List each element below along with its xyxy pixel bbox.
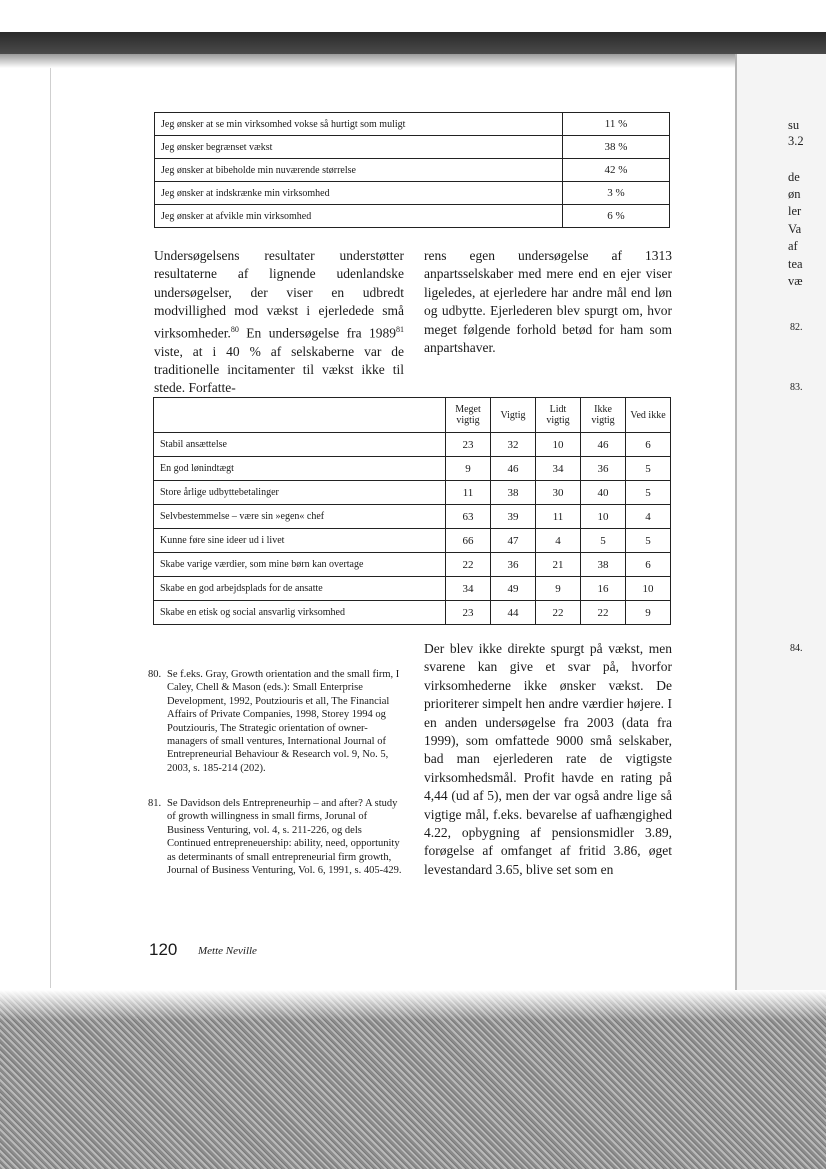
cell: 5 [626,481,671,505]
table-row [154,577,671,601]
scan-shadow-top [0,32,826,54]
table-row [155,136,670,159]
scan-shadow-fade [0,54,826,68]
cell: 36 [491,553,536,577]
cell: 5 [626,529,671,553]
facing-page-fragment: øn [788,187,801,201]
cell: 11 [446,481,491,505]
table-row [154,553,671,577]
table-header-row [154,398,671,433]
paragraph-text: En undersøgelse fra 1989 [238,325,396,341]
cell: 22 [536,601,581,625]
cell: 4 [536,529,581,553]
row-label: Jeg ønsker at indskrænke min virksomhed [155,182,563,205]
footnote-81 [148,797,404,877]
cell: 63 [446,505,491,529]
cell: 47 [491,529,536,553]
row-percent: 42 % [563,159,670,182]
row-label: Skabe varige værdier, som mine børn kan overtage [154,553,446,577]
facing-page-fragment: 3.2 [788,134,804,148]
cell: 46 [491,457,536,481]
facing-page-fragment: Va [788,222,802,236]
column-header: Ikke vigtig [581,398,626,433]
page-fold-edge [735,54,737,994]
page-number: 120 [149,940,178,959]
cell: 16 [581,577,626,601]
page-left-edge [50,68,51,988]
row-label: Stabil ansættelse [154,433,446,457]
facing-page-fragment: 82. [790,322,803,333]
column-header: Vigtig [491,398,536,433]
row-label: Jeg ønsker at bibeholde min nuværende størrelse [155,159,563,182]
footnote-ref: 80 [230,324,239,334]
facing-page-fragment: af [788,239,798,253]
footnote-text: Se f.eks. Gray, Growth orientation and the small firm, I Caley, Chell & Mason (eds.): Small Enterprise Development, 1992, Poutziouris et all, The Financial Affairs of Private Companies, 1998, Storey 1994 og Poutziouris, The Strategic orientation of owner-managers of small ventures, International Journal of Entrepreneurial Behaviour & Research vol. 9, No. 5, 2003, s. 185-214 (202). [167,669,400,774]
facing-page-fragment: 84. [790,643,803,654]
table-row [154,481,671,505]
row-label: En god lønindtægt [154,457,446,481]
cell: 10 [626,577,671,601]
table-row [155,182,670,205]
table-row [154,433,671,457]
running-author: Mette Neville [198,945,257,957]
table-row [155,113,670,136]
footnote-text: Se Davidson dels Entrepreneurhip – and after? A study of growth willingness in small firms, Jorunal of Business Venturing, vol. 4, s. 211-226, og dels Continued entrepreneuership: ability, need, opportunity as determinants of small entrepreneurial firm growth, Journal of Business Venturing, Vol. 6, 1991, s. 405-429. [167,798,402,877]
column-header: Lidt vigtig [536,398,581,433]
cell: 10 [536,433,581,457]
body-text-left [154,247,404,398]
table-row [154,529,671,553]
cell: 39 [491,505,536,529]
cell: 23 [446,601,491,625]
cell: 6 [626,433,671,457]
cell: 11 [536,505,581,529]
cell: 10 [581,505,626,529]
row-label: Skabe en etisk og social ansvarlig virksomhed [154,601,446,625]
cell: 44 [491,601,536,625]
cell: 40 [581,481,626,505]
scan-shadow-bottom [0,990,826,1169]
table-row [155,205,670,228]
cell: 5 [626,457,671,481]
cell: 49 [491,577,536,601]
footnote-number: 80. [148,669,162,680]
header-blank [154,398,446,433]
cell: 32 [491,433,536,457]
row-label: Selvbestemmelse – være sin »egen« chef [154,505,446,529]
cell: 34 [446,577,491,601]
growth-preference-table [154,112,670,228]
cell: 21 [536,553,581,577]
paragraph-text: Undersøgelsens resultater understøtter resultaterne af lignende udenlandske undersøgelser, der viser en udbredt modvillighed mod vækst i ejerledede små virksomheder. [154,248,404,341]
row-label: Jeg ønsker begrænset vækst [155,136,563,159]
footnote-80 [148,668,404,775]
column-header: Ved ikke [626,398,671,433]
facing-page-fragment: su [788,118,800,132]
cell: 66 [446,529,491,553]
facing-page-fragment: væ [788,274,803,288]
cell: 9 [446,457,491,481]
facing-page-fragment: tea [788,257,803,271]
cell: 46 [581,433,626,457]
cell: 36 [581,457,626,481]
row-percent: 6 % [563,205,670,228]
row-percent: 11 % [563,113,670,136]
cell: 23 [446,433,491,457]
cell: 22 [581,601,626,625]
row-percent: 38 % [563,136,670,159]
row-label: Jeg ønsker at afvikle min virksomhed [155,205,563,228]
table-row [154,457,671,481]
row-percent: 3 % [563,182,670,205]
body-text-lower-right: Der blev ikke direkte spurgt på vækst, men svarene kan give et svar på, hvorfor virksomhederne ikke ønsker vækst. De prioriterer simpelt hen andre værdier højere. I en anden undersøgelse fra 2003 (data fra 1999), som omfattede 9000 små selskaber, bad man ejerlederen rate de vigtigste virksomhedsmål. Profit havde en rating på 4,44 (ud af 5), men der var også andre lige så vigtige mål, f.eks. bevarelse af uafhængighed 4.22, opbygning af pensionsmidler 3.89, forøgelse af omfanget af fritid 3.86, øget levestandard 3.65, blive set som en [424,641,672,877]
facing-page [737,54,826,994]
row-label: Kunne føre sine ideer ud i livet [154,529,446,553]
table-row [155,159,670,182]
footnote-ref: 81 [396,324,404,334]
facing-page-fragment: de [788,170,800,184]
table-row [154,601,671,625]
cell: 4 [626,505,671,529]
cell: 6 [626,553,671,577]
row-label: Store årlige udbyttebetalinger [154,481,446,505]
cell: 9 [536,577,581,601]
body-text-right: rens egen undersøgelse af 1313 anpartsselskaber med mere end en ejer viser ligeledes, at ejerledere har andre mål end løn og udbytte. Ejerlederen blev spurgt om, hvor meget følgende forhold betød for ham som anpartshaver. [424,248,672,356]
cell: 22 [446,553,491,577]
facing-page-fragment: 83. [790,382,803,393]
paragraph-text: viste, at i 40 % af selskaberne var de traditionelle incitamenter til vækst ikke til stede. Forfatte- [154,343,404,396]
cell: 38 [581,553,626,577]
table-row [154,505,671,529]
column-header: Meget vigtig [446,398,491,433]
facing-page-fragment: ler [788,204,802,218]
row-label: Skabe en god arbejdsplads for de ansatte [154,577,446,601]
cell: 34 [536,457,581,481]
cell: 5 [581,529,626,553]
owner-priorities-table [153,397,671,625]
row-label: Jeg ønsker at se min virksomhed vokse så hurtigt som muligt [155,113,563,136]
cell: 30 [536,481,581,505]
cell: 9 [626,601,671,625]
cell: 38 [491,481,536,505]
footnote-number: 81. [148,798,162,809]
